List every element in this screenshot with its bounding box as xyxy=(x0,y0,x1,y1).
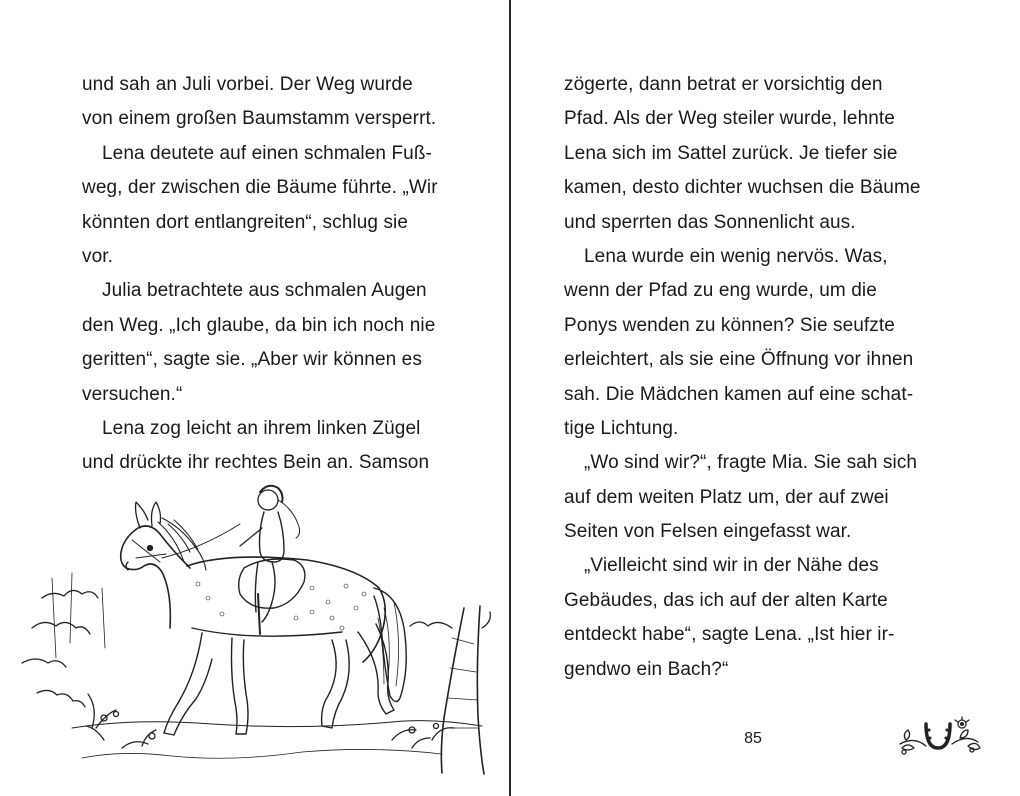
horseshoe-ornament-icon xyxy=(896,710,981,760)
left-page-text-line: vor. xyxy=(82,245,114,267)
left-page-text-line: versuchen.“ xyxy=(82,383,183,405)
left-page-text xyxy=(82,68,482,481)
right-page-text-line: Gebäudes, das ich auf der alten Karte xyxy=(564,589,888,611)
right-page-text-line: zögerte, dann betrat er vorsichtig den xyxy=(564,74,883,95)
left-page-text-line: und sah an Juli vorbei. Der Weg wurde xyxy=(82,74,413,95)
right-page-text-line: Lena sich im Sattel zurück. Je tiefer sie xyxy=(564,142,898,164)
right-page-text-line: und sperrten das Sonnenlicht aus. xyxy=(564,211,856,233)
right-page-text xyxy=(564,68,984,687)
right-page-text-line: Ponys wenden zu können? Sie seufzte xyxy=(564,314,895,336)
right-page-text-line: auf dem weiten Platz um, der auf zwei xyxy=(564,486,889,508)
right-page-text-line: Pfad. Als der Weg steiler wurde, lehnte xyxy=(564,108,895,130)
left-page-text-line: geritten“, sagte sie. „Aber wir können es xyxy=(82,349,422,371)
right-page xyxy=(511,0,1020,796)
left-page-text-line: und drückte ihr rechtes Bein an. Samson xyxy=(82,452,430,474)
left-page-text-line: den Weg. „Ich glaube, da bin ich noch nie xyxy=(82,314,436,336)
right-page-text-line: „Wo sind wir?“, fragte Mia. Sie sah sich xyxy=(584,452,918,474)
right-page-text-line: wenn der Pfad zu eng wurde, um die xyxy=(564,280,877,302)
left-page-text-line: Julia betrachtete aus schmalen Augen xyxy=(102,280,427,302)
left-page-text-line: Lena zog leicht an ihrem linken Zügel xyxy=(102,417,421,439)
page-number: 85 xyxy=(744,730,762,747)
left-page-text-line: weg, der zwischen die Bäume führte. „Wir xyxy=(82,177,438,199)
right-page-text-line: „Vielleicht sind wir in der Nähe des xyxy=(584,555,879,577)
right-page-text-line: tige Lichtung. xyxy=(564,417,679,439)
left-page-text-line: könnten dort entlangreiten“, schlug sie xyxy=(82,211,409,233)
right-page-text-line: entdeckt habe“, sagte Lena. „Ist hier ir- xyxy=(564,624,895,646)
right-page-text-line: kamen, desto dichter wuchsen die Bäume xyxy=(564,177,921,199)
right-page-text-line: Lena wurde ein wenig nervös. Was, xyxy=(584,245,888,267)
right-page-text-line: Seiten von Felsen eingefasst war. xyxy=(564,521,852,543)
right-page-text-line: gendwo ein Bach?“ xyxy=(564,658,729,680)
left-page-text-line: von einem großen Baumstamm versperrt. xyxy=(82,108,437,130)
right-page-text-line: erleichtert, als sie eine Öffnung vor ihnen xyxy=(564,349,914,371)
left-page-text-line: Lena deutete auf einen schmalen Fuß- xyxy=(102,142,432,164)
left-page xyxy=(0,0,509,796)
right-page-text-line: sah. Die Mädchen kamen auf eine schat- xyxy=(564,383,914,405)
pony-rider-illustration xyxy=(12,478,494,778)
